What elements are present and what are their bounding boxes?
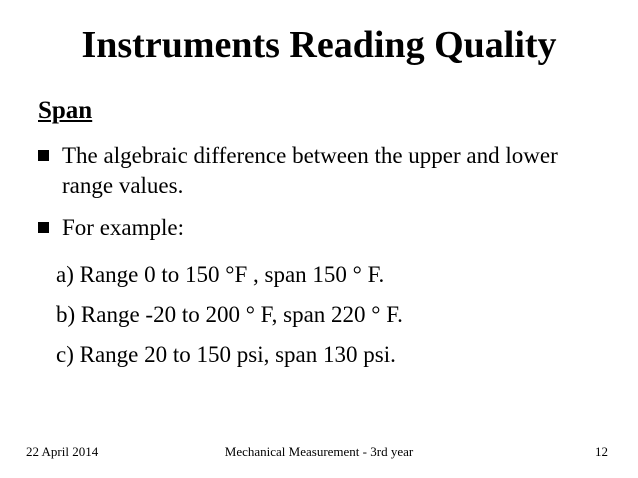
- example-line: b) Range -20 to 200 ° F, span 220 ° F.: [56, 302, 403, 327]
- slide-title: Instruments Reading Quality: [81, 24, 557, 66]
- square-bullet-icon: [38, 141, 60, 161]
- bullet-text: The algebraic difference between the upper and lower range values.: [62, 143, 558, 198]
- square-bullet-icon: [38, 213, 60, 233]
- footer-course: Mechanical Measurement - 3rd year: [224, 444, 414, 459]
- bullet-item: [38, 141, 598, 201]
- footer-date: 22 April 2014: [26, 444, 99, 459]
- bullet-item: [38, 213, 598, 243]
- footer-page-number: 12: [595, 444, 608, 459]
- bullet-text: For example:: [62, 215, 184, 240]
- section-heading: Span: [38, 97, 93, 124]
- example-line: c) Range 20 to 150 psi, span 130 psi.: [56, 342, 396, 367]
- example-line: a) Range 0 to 150 °F , span 150 ° F.: [56, 262, 385, 287]
